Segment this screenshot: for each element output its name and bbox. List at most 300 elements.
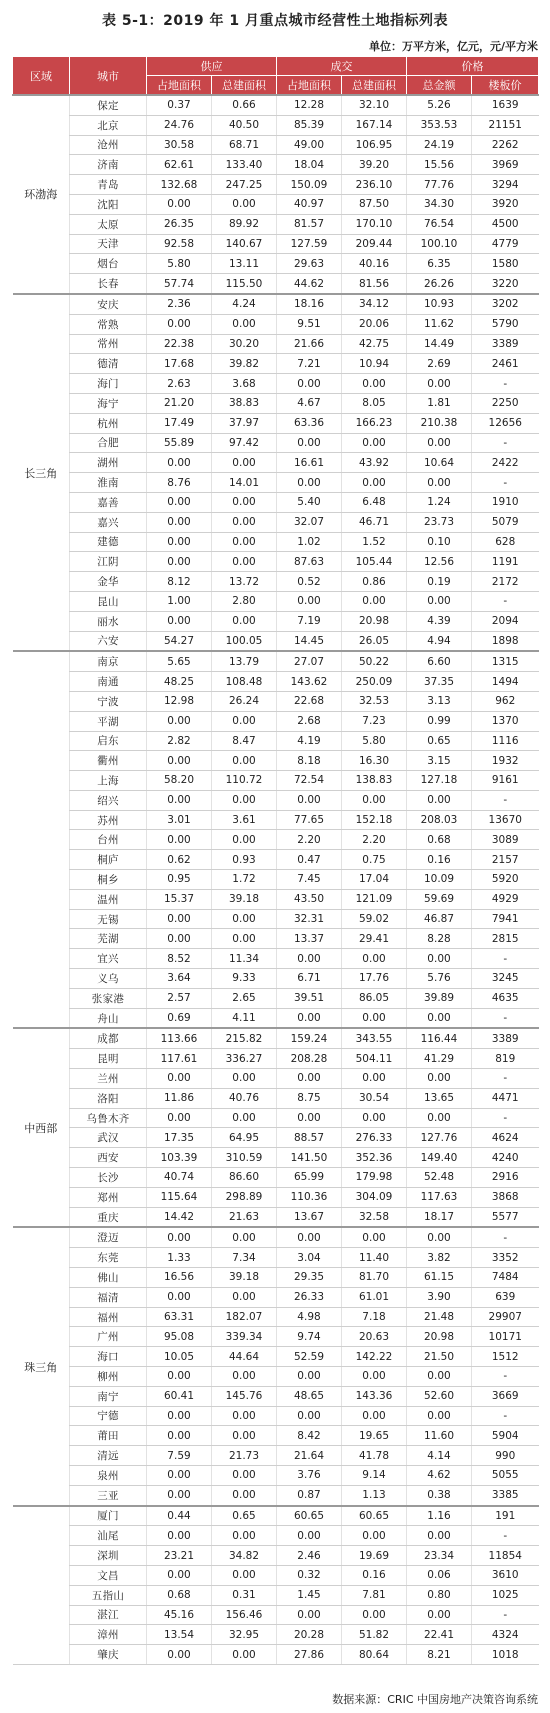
city-cell: 昆明 — [70, 1049, 147, 1069]
total-amount-cell: 4.39 — [407, 611, 472, 631]
floor-price-cell: 1932 — [472, 751, 539, 771]
table-row — [13, 611, 539, 631]
deal-land-cell: 60.65 — [277, 1506, 342, 1526]
supply-build-cell: 0.00 — [212, 314, 277, 334]
total-amount-cell: 26.26 — [407, 274, 472, 294]
floor-price-cell: 3202 — [472, 294, 539, 314]
table-row — [13, 1426, 539, 1446]
supply-build-cell: 4.11 — [212, 1008, 277, 1028]
city-cell: 启东 — [70, 731, 147, 751]
total-amount-cell: 59.69 — [407, 889, 472, 909]
total-amount-cell: 4.94 — [407, 631, 472, 651]
deal-land-cell: 0.00 — [277, 1108, 342, 1128]
deal-build-cell: 304.09 — [342, 1187, 407, 1207]
total-amount-cell: 3.90 — [407, 1287, 472, 1307]
total-amount-cell: 14.49 — [407, 334, 472, 354]
total-amount-cell: 52.60 — [407, 1386, 472, 1406]
total-amount-cell: 4.62 — [407, 1465, 472, 1485]
supply-build-cell: 0.00 — [212, 1645, 277, 1665]
supply-land-cell: 0.00 — [147, 751, 212, 771]
supply-land-cell: 5.65 — [147, 651, 212, 671]
supply-build-cell: 0.00 — [212, 1108, 277, 1128]
floor-price-cell: 628 — [472, 532, 539, 552]
supply-build-cell: 108.48 — [212, 672, 277, 692]
supply-build-cell: 2.80 — [212, 591, 277, 611]
deal-build-cell: 166.23 — [342, 413, 407, 433]
deal-build-cell: 50.22 — [342, 651, 407, 671]
supply-build-cell: 0.00 — [212, 909, 277, 929]
floor-price-cell: 4500 — [472, 214, 539, 234]
floor-price-cell: - — [472, 1406, 539, 1426]
table-row — [13, 473, 539, 493]
deal-land-cell: 3.76 — [277, 1465, 342, 1485]
total-amount-cell: 13.65 — [407, 1088, 472, 1108]
floor-price-cell: 3610 — [472, 1565, 539, 1585]
supply-land-cell: 0.00 — [147, 1227, 212, 1247]
supply-land-cell: 14.42 — [147, 1207, 212, 1227]
deal-build-cell: 106.95 — [342, 135, 407, 155]
deal-build-cell: 7.23 — [342, 711, 407, 731]
total-amount-cell: 353.53 — [407, 115, 472, 135]
city-cell: 成都 — [70, 1028, 147, 1048]
supply-land-cell: 0.00 — [147, 512, 212, 532]
city-cell: 沧州 — [70, 135, 147, 155]
supply-land-cell: 12.98 — [147, 691, 212, 711]
deal-land-cell: 0.00 — [277, 949, 342, 969]
floor-price-cell: 3220 — [472, 274, 539, 294]
supply-land-cell: 17.49 — [147, 413, 212, 433]
deal-land-cell: 159.24 — [277, 1028, 342, 1048]
supply-land-cell: 30.58 — [147, 135, 212, 155]
floor-price-cell: 5790 — [472, 314, 539, 334]
supply-land-cell: 0.00 — [147, 1069, 212, 1089]
city-cell: 洛阳 — [70, 1088, 147, 1108]
supply-build-cell: 0.00 — [212, 1287, 277, 1307]
city-cell: 海口 — [70, 1347, 147, 1367]
city-cell: 保定 — [70, 95, 147, 115]
supply-land-cell: 7.59 — [147, 1446, 212, 1466]
supply-land-cell: 0.00 — [147, 790, 212, 810]
total-amount-cell: 18.17 — [407, 1207, 472, 1227]
floor-price-cell: 3669 — [472, 1386, 539, 1406]
city-cell: 建德 — [70, 532, 147, 552]
city-cell: 肇庆 — [70, 1645, 147, 1665]
city-cell: 厦门 — [70, 1506, 147, 1526]
supply-build-cell: 39.18 — [212, 1268, 277, 1288]
table-row — [13, 591, 539, 611]
supply-build-cell: 156.46 — [212, 1605, 277, 1625]
city-cell: 莆田 — [70, 1426, 147, 1446]
city-cell: 宁波 — [70, 691, 147, 711]
table-row — [13, 1485, 539, 1505]
supply-build-cell: 336.27 — [212, 1049, 277, 1069]
unit-note: 单位：万平方米，亿元，元/平方米 — [368, 40, 538, 53]
deal-land-cell: 0.52 — [277, 572, 342, 592]
supply-land-cell: 2.36 — [147, 294, 212, 314]
supply-land-cell: 0.00 — [147, 194, 212, 214]
supply-land-cell: 10.05 — [147, 1347, 212, 1367]
total-amount-cell: 0.00 — [407, 1227, 472, 1247]
supply-build-cell: 115.50 — [212, 274, 277, 294]
supply-land-cell: 132.68 — [147, 175, 212, 195]
table-row — [13, 393, 539, 413]
deal-build-cell: 32.53 — [342, 691, 407, 711]
city-cell: 北京 — [70, 115, 147, 135]
total-amount-cell: 4.14 — [407, 1446, 472, 1466]
total-amount-cell: 0.00 — [407, 1367, 472, 1387]
supply-land-cell: 92.58 — [147, 234, 212, 254]
deal-land-cell: 0.32 — [277, 1565, 342, 1585]
total-amount-cell: 10.09 — [407, 870, 472, 890]
total-amount-cell: 1.81 — [407, 393, 472, 413]
supply-land-cell: 0.00 — [147, 552, 212, 572]
total-amount-cell: 77.76 — [407, 175, 472, 195]
supply-land-cell: 62.61 — [147, 155, 212, 175]
table-row — [13, 1526, 539, 1546]
floor-price-cell: 2815 — [472, 929, 539, 949]
floor-price-cell: 1580 — [472, 254, 539, 274]
deal-land-cell: 0.47 — [277, 850, 342, 870]
table-row — [13, 850, 539, 870]
total-amount-cell: 1.24 — [407, 492, 472, 512]
deal-land-cell: 44.62 — [277, 274, 342, 294]
supply-land-cell: 3.64 — [147, 969, 212, 989]
supply-land-cell: 60.41 — [147, 1386, 212, 1406]
table-row — [13, 512, 539, 532]
floor-price-cell: 1315 — [472, 651, 539, 671]
deal-land-cell: 0.00 — [277, 1008, 342, 1028]
city-cell: 义乌 — [70, 969, 147, 989]
floor-price-cell: - — [472, 1367, 539, 1387]
city-cell: 宜兴 — [70, 949, 147, 969]
deal-build-cell: 236.10 — [342, 175, 407, 195]
total-amount-cell: 6.35 — [407, 254, 472, 274]
city-cell: 张家港 — [70, 988, 147, 1008]
table-row — [13, 492, 539, 512]
floor-price-cell: 1370 — [472, 711, 539, 731]
supply-build-cell: 2.65 — [212, 988, 277, 1008]
deal-land-cell: 7.45 — [277, 870, 342, 890]
deal-land-cell: 0.00 — [277, 1227, 342, 1247]
table-row — [13, 294, 539, 314]
supply-build-cell: 9.33 — [212, 969, 277, 989]
deal-build-cell: 46.71 — [342, 512, 407, 532]
deal-land-cell: 2.68 — [277, 711, 342, 731]
total-amount-cell: 117.63 — [407, 1187, 472, 1207]
floor-price-cell: 3385 — [472, 1485, 539, 1505]
supply-build-cell: 1.72 — [212, 870, 277, 890]
city-cell: 无锡 — [70, 909, 147, 929]
table-row — [13, 354, 539, 374]
floor-price-cell: 2250 — [472, 393, 539, 413]
supply-build-cell: 7.34 — [212, 1248, 277, 1268]
city-cell: 嘉善 — [70, 492, 147, 512]
table-row — [13, 1168, 539, 1188]
deal-build-cell: 61.01 — [342, 1287, 407, 1307]
deal-build-cell: 7.18 — [342, 1307, 407, 1327]
supply-land-cell: 21.20 — [147, 393, 212, 413]
supply-build-cell: 34.82 — [212, 1546, 277, 1566]
table-row — [13, 532, 539, 552]
deal-build-cell: 5.80 — [342, 731, 407, 751]
city-cell: 文昌 — [70, 1565, 147, 1585]
supply-land-cell: 0.37 — [147, 95, 212, 115]
city-cell: 东莞 — [70, 1248, 147, 1268]
floor-price-cell: 9161 — [472, 771, 539, 791]
supply-land-cell: 0.69 — [147, 1008, 212, 1028]
city-cell: 湛江 — [70, 1605, 147, 1625]
city-cell: 泉州 — [70, 1465, 147, 1485]
deal-build-cell: 170.10 — [342, 214, 407, 234]
supply-build-cell: 0.65 — [212, 1506, 277, 1526]
supply-land-cell: 0.00 — [147, 929, 212, 949]
city-cell: 绍兴 — [70, 790, 147, 810]
supply-land-cell: 0.00 — [147, 830, 212, 850]
supply-land-cell: 45.16 — [147, 1605, 212, 1625]
supply-build-cell: 26.24 — [212, 691, 277, 711]
floor-price-cell: 1639 — [472, 95, 539, 115]
table-row — [13, 810, 539, 830]
deal-land-cell: 0.00 — [277, 473, 342, 493]
total-amount-cell: 11.60 — [407, 1426, 472, 1446]
deal-build-cell: 0.00 — [342, 1108, 407, 1128]
supply-land-cell: 0.00 — [147, 1426, 212, 1446]
supply-land-cell: 3.01 — [147, 810, 212, 830]
deal-land-cell: 26.33 — [277, 1287, 342, 1307]
total-amount-cell: 0.00 — [407, 949, 472, 969]
data-source-note: 数据来源：CRIC 中国房地产决策咨询系统 — [332, 1693, 538, 1706]
supply-build-cell: 0.93 — [212, 850, 277, 870]
deal-land-cell: 18.16 — [277, 294, 342, 314]
table-row — [13, 374, 539, 394]
city-cell: 南京 — [70, 651, 147, 671]
city-cell: 兰州 — [70, 1069, 147, 1089]
table-row — [13, 889, 539, 909]
table-row — [13, 1347, 539, 1367]
deal-land-cell: 14.45 — [277, 631, 342, 651]
deal-land-cell: 0.00 — [277, 374, 342, 394]
table-row — [13, 135, 539, 155]
table-row — [13, 1028, 539, 1048]
deal-build-cell: 81.56 — [342, 274, 407, 294]
total-amount-cell: 0.68 — [407, 830, 472, 850]
table-row — [13, 254, 539, 274]
deal-land-cell: 7.19 — [277, 611, 342, 631]
floor-price-cell: 21151 — [472, 115, 539, 135]
supply-land-cell: 26.35 — [147, 214, 212, 234]
header-supply-land: 占地面积 — [147, 76, 212, 96]
floor-price-cell: 3389 — [472, 334, 539, 354]
supply-land-cell: 0.62 — [147, 850, 212, 870]
supply-land-cell: 115.64 — [147, 1187, 212, 1207]
deal-build-cell: 87.50 — [342, 194, 407, 214]
deal-land-cell: 8.18 — [277, 751, 342, 771]
table-row — [13, 672, 539, 692]
city-cell: 烟台 — [70, 254, 147, 274]
floor-price-cell: 4929 — [472, 889, 539, 909]
deal-land-cell: 21.66 — [277, 334, 342, 354]
deal-build-cell: 0.16 — [342, 1565, 407, 1585]
deal-build-cell: 142.22 — [342, 1347, 407, 1367]
supply-build-cell: 3.61 — [212, 810, 277, 830]
deal-land-cell: 6.71 — [277, 969, 342, 989]
supply-build-cell: 140.67 — [212, 234, 277, 254]
supply-land-cell: 13.54 — [147, 1625, 212, 1645]
table-row — [13, 1506, 539, 1526]
total-amount-cell: 37.35 — [407, 672, 472, 692]
city-cell: 湖州 — [70, 453, 147, 473]
supply-build-cell: 0.00 — [212, 1406, 277, 1426]
deal-land-cell: 9.51 — [277, 314, 342, 334]
deal-build-cell: 6.48 — [342, 492, 407, 512]
total-amount-cell: 52.48 — [407, 1168, 472, 1188]
header-supply-build: 总建面积 — [212, 76, 277, 96]
deal-build-cell: 504.11 — [342, 1049, 407, 1069]
total-amount-cell: 0.16 — [407, 850, 472, 870]
total-amount-cell: 3.13 — [407, 691, 472, 711]
total-amount-cell: 8.21 — [407, 1645, 472, 1665]
header-total-amount: 总金额 — [407, 76, 472, 96]
floor-price-cell: 4240 — [472, 1148, 539, 1168]
table-row — [13, 1008, 539, 1028]
deal-build-cell: 0.00 — [342, 374, 407, 394]
table-row — [13, 1148, 539, 1168]
table-row — [13, 552, 539, 572]
deal-land-cell: 208.28 — [277, 1049, 342, 1069]
table-row — [13, 929, 539, 949]
total-amount-cell: 0.65 — [407, 731, 472, 751]
city-cell: 福清 — [70, 1287, 147, 1307]
deal-build-cell: 179.98 — [342, 1168, 407, 1188]
total-amount-cell: 46.87 — [407, 909, 472, 929]
total-amount-cell: 3.15 — [407, 751, 472, 771]
supply-land-cell: 0.00 — [147, 711, 212, 731]
floor-price-cell: - — [472, 790, 539, 810]
city-cell: 芜湖 — [70, 929, 147, 949]
deal-build-cell: 60.65 — [342, 1506, 407, 1526]
deal-land-cell: 110.36 — [277, 1187, 342, 1207]
supply-land-cell: 57.74 — [147, 274, 212, 294]
deal-build-cell: 0.00 — [342, 949, 407, 969]
city-cell: 沈阳 — [70, 194, 147, 214]
deal-land-cell: 0.00 — [277, 1069, 342, 1089]
supply-build-cell: 97.42 — [212, 433, 277, 453]
supply-build-cell: 39.18 — [212, 889, 277, 909]
deal-land-cell: 0.00 — [277, 591, 342, 611]
supply-land-cell: 63.31 — [147, 1307, 212, 1327]
table-row — [13, 1645, 539, 1665]
supply-land-cell: 117.61 — [147, 1049, 212, 1069]
table-row — [13, 1128, 539, 1148]
floor-price-cell: 990 — [472, 1446, 539, 1466]
supply-build-cell: 37.97 — [212, 413, 277, 433]
supply-land-cell: 40.74 — [147, 1168, 212, 1188]
total-amount-cell: 127.18 — [407, 771, 472, 791]
deal-build-cell: 16.30 — [342, 751, 407, 771]
table-row — [13, 969, 539, 989]
total-amount-cell: 20.98 — [407, 1327, 472, 1347]
deal-build-cell: 343.55 — [342, 1028, 407, 1048]
deal-land-cell: 143.62 — [277, 672, 342, 692]
supply-build-cell: 13.72 — [212, 572, 277, 592]
supply-build-cell: 0.00 — [212, 453, 277, 473]
total-amount-cell: 23.34 — [407, 1546, 472, 1566]
supply-land-cell: 2.57 — [147, 988, 212, 1008]
deal-build-cell: 8.05 — [342, 393, 407, 413]
floor-price-cell: 1910 — [472, 492, 539, 512]
deal-build-cell: 121.09 — [342, 889, 407, 909]
deal-land-cell: 0.00 — [277, 1605, 342, 1625]
header-deal: 成交 — [277, 57, 407, 76]
deal-land-cell: 8.42 — [277, 1426, 342, 1446]
floor-price-cell: 4624 — [472, 1128, 539, 1148]
header-supply: 供应 — [147, 57, 277, 76]
deal-land-cell: 72.54 — [277, 771, 342, 791]
total-amount-cell: 0.00 — [407, 374, 472, 394]
deal-build-cell: 0.00 — [342, 1367, 407, 1387]
deal-land-cell: 0.00 — [277, 1367, 342, 1387]
city-cell: 淮南 — [70, 473, 147, 493]
total-amount-cell: 116.44 — [407, 1028, 472, 1048]
deal-land-cell: 5.40 — [277, 492, 342, 512]
city-cell: 金华 — [70, 572, 147, 592]
deal-build-cell: 20.63 — [342, 1327, 407, 1347]
table-row — [13, 314, 539, 334]
floor-price-cell: 12656 — [472, 413, 539, 433]
supply-build-cell: 247.25 — [212, 175, 277, 195]
deal-land-cell: 0.00 — [277, 433, 342, 453]
deal-build-cell: 19.65 — [342, 1426, 407, 1446]
city-cell: 佛山 — [70, 1268, 147, 1288]
deal-land-cell: 2.20 — [277, 830, 342, 850]
deal-build-cell: 43.92 — [342, 453, 407, 473]
table-body — [13, 95, 539, 1664]
supply-build-cell: 0.00 — [212, 1227, 277, 1247]
supply-land-cell: 1.00 — [147, 591, 212, 611]
table-row — [13, 631, 539, 651]
supply-build-cell: 0.00 — [212, 711, 277, 731]
supply-build-cell: 14.01 — [212, 473, 277, 493]
deal-build-cell: 19.69 — [342, 1546, 407, 1566]
floor-price-cell: 4324 — [472, 1625, 539, 1645]
supply-land-cell: 0.00 — [147, 532, 212, 552]
supply-land-cell: 23.21 — [147, 1546, 212, 1566]
supply-build-cell: 40.76 — [212, 1088, 277, 1108]
floor-price-cell: 5577 — [472, 1207, 539, 1227]
supply-build-cell: 0.00 — [212, 1565, 277, 1585]
floor-price-cell: 3920 — [472, 194, 539, 214]
deal-land-cell: 48.65 — [277, 1386, 342, 1406]
floor-price-cell: 3868 — [472, 1187, 539, 1207]
floor-price-cell: 2094 — [472, 611, 539, 631]
table-row — [13, 691, 539, 711]
city-cell: 乌鲁木齐 — [70, 1108, 147, 1128]
supply-build-cell: 298.89 — [212, 1187, 277, 1207]
deal-build-cell: 86.05 — [342, 988, 407, 1008]
city-cell: 太原 — [70, 214, 147, 234]
table-row — [13, 771, 539, 791]
table-row — [13, 274, 539, 294]
supply-land-cell: 22.38 — [147, 334, 212, 354]
floor-price-cell: - — [472, 433, 539, 453]
deal-build-cell: 152.18 — [342, 810, 407, 830]
deal-land-cell: 4.67 — [277, 393, 342, 413]
deal-land-cell: 27.07 — [277, 651, 342, 671]
total-amount-cell: 22.41 — [407, 1625, 472, 1645]
supply-build-cell: 145.76 — [212, 1386, 277, 1406]
deal-build-cell: 11.40 — [342, 1248, 407, 1268]
table-row — [13, 1625, 539, 1645]
